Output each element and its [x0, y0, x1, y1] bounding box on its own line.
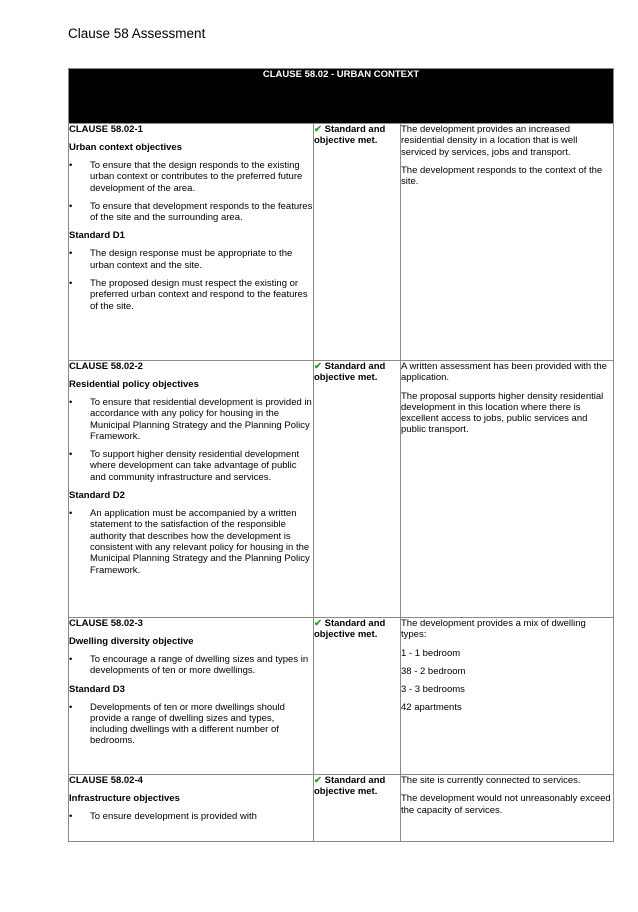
response-text: 38 - 2 bedroom — [401, 665, 466, 677]
status-badge — [314, 618, 400, 641]
response-text: The proposal supports higher density residential development in this location where there is excellent access to jobs, public services and public transport. — [401, 390, 604, 436]
page-title: Clause 58 Assessment — [68, 26, 206, 41]
objective-title: Infrastructure objectives — [69, 793, 180, 804]
standard-title: Standard D1 — [69, 230, 125, 242]
table-row — [69, 124, 614, 361]
status-cell — [314, 618, 401, 775]
clause-cell — [69, 775, 314, 842]
clause-cell — [69, 618, 314, 775]
status-text: Standard and objective met. — [314, 618, 386, 641]
status-text: Standard and objective met. — [314, 775, 386, 798]
response-text: 1 - 1 bedroom — [401, 647, 461, 659]
check-icon: ✔ — [314, 124, 322, 135]
clause-cell — [69, 124, 314, 361]
standard-title: Standard D3 — [69, 683, 125, 695]
check-icon: ✔ — [314, 618, 322, 629]
response-text: The development responds to the context of the site. — [401, 164, 603, 188]
response-cell — [401, 124, 614, 361]
response-cell — [401, 618, 614, 775]
list-item: • To support higher density residential development where development can take advantage of public and community infrastructure and services. — [69, 449, 300, 483]
list-item: • To ensure that residential development is provided in accordance with any policy for housing in the Municipal Planning Strategy and the Planning Policy Framework. — [69, 397, 312, 442]
response-cell — [401, 775, 614, 842]
list-item: • To ensure development is provided with — [69, 811, 257, 822]
standard-title: Standard D2 — [69, 490, 125, 502]
table-row — [69, 775, 614, 842]
status-cell — [314, 775, 401, 842]
standard-list — [69, 702, 313, 747]
response-text: The development provides a mix of dwelling types: — [401, 618, 586, 641]
objective-list — [69, 654, 313, 677]
table-row — [69, 361, 614, 618]
clause-id: CLAUSE 58.02-4 — [69, 775, 143, 786]
response-text: A written assessment has been provided with the application. — [401, 361, 607, 384]
response-text: 42 apartments — [401, 702, 462, 714]
status-cell — [314, 361, 401, 618]
status-badge — [314, 775, 400, 798]
clause-id: CLAUSE 58.02-2 — [69, 361, 143, 372]
objective-title: Dwelling diversity objective — [69, 636, 194, 647]
standard-list — [69, 248, 313, 311]
table-row — [69, 618, 614, 775]
objective-list — [69, 397, 313, 483]
check-icon: ✔ — [314, 361, 322, 372]
list-item: • The design response must be appropriate to the urban context and the site. — [69, 248, 293, 271]
table-header-row — [69, 69, 614, 124]
objective-list — [69, 160, 313, 223]
clause-cell — [69, 361, 314, 618]
list-item: • To ensure that development responds to the features of the site and the surrounding area. — [69, 200, 313, 224]
response-text: The development would not unreasonably exceed the capacity of services. — [401, 793, 611, 816]
standard-list — [69, 508, 313, 576]
status-text: Standard and objective met. — [314, 124, 386, 147]
clause-id: CLAUSE 58.02-1 — [69, 124, 143, 135]
table-header: CLAUSE 58.02 - URBAN CONTEXT — [69, 69, 614, 124]
list-item: • Developments of ten or more dwellings should provide a range of dwelling sizes and types, including dwellings with a different number of bedrooms. — [69, 701, 285, 747]
status-text: Standard and objective met. — [314, 361, 386, 384]
check-icon: ✔ — [314, 775, 322, 786]
list-item: • The proposed design must respect the existing or preferred urban context and respond to the features of the site. — [69, 278, 308, 312]
objective-title: Residential policy objectives — [69, 379, 199, 390]
list-item: • An application must be accompanied by a written statement to the satisfaction of the responsible authority that describes how the development is consistent with any relevant policy for housing in the Municipal Planning Strategy and the Planning Policy Framework. — [69, 508, 310, 576]
response-text: The development provides an increased residential density in a location that is well serviced by services, jobs and transport. — [401, 124, 578, 158]
clause-id: CLAUSE 58.02-3 — [69, 618, 143, 629]
list-item: • To encourage a range of dwelling sizes and types in developments of ten or more dwellings. — [69, 654, 309, 677]
response-text: 3 - 3 bedrooms — [401, 684, 465, 696]
objective-list — [69, 811, 313, 822]
response-cell — [401, 361, 614, 618]
objective-title: Urban context objectives — [69, 142, 182, 153]
list-item: • To ensure that the design responds to the existing urban context or contributes to the preferred future development of the area. — [69, 160, 303, 194]
status-cell — [314, 124, 401, 361]
response-text: The site is currently connected to services. — [401, 775, 581, 786]
assessment-table — [68, 68, 614, 842]
status-badge — [314, 361, 400, 384]
status-badge — [314, 124, 400, 147]
